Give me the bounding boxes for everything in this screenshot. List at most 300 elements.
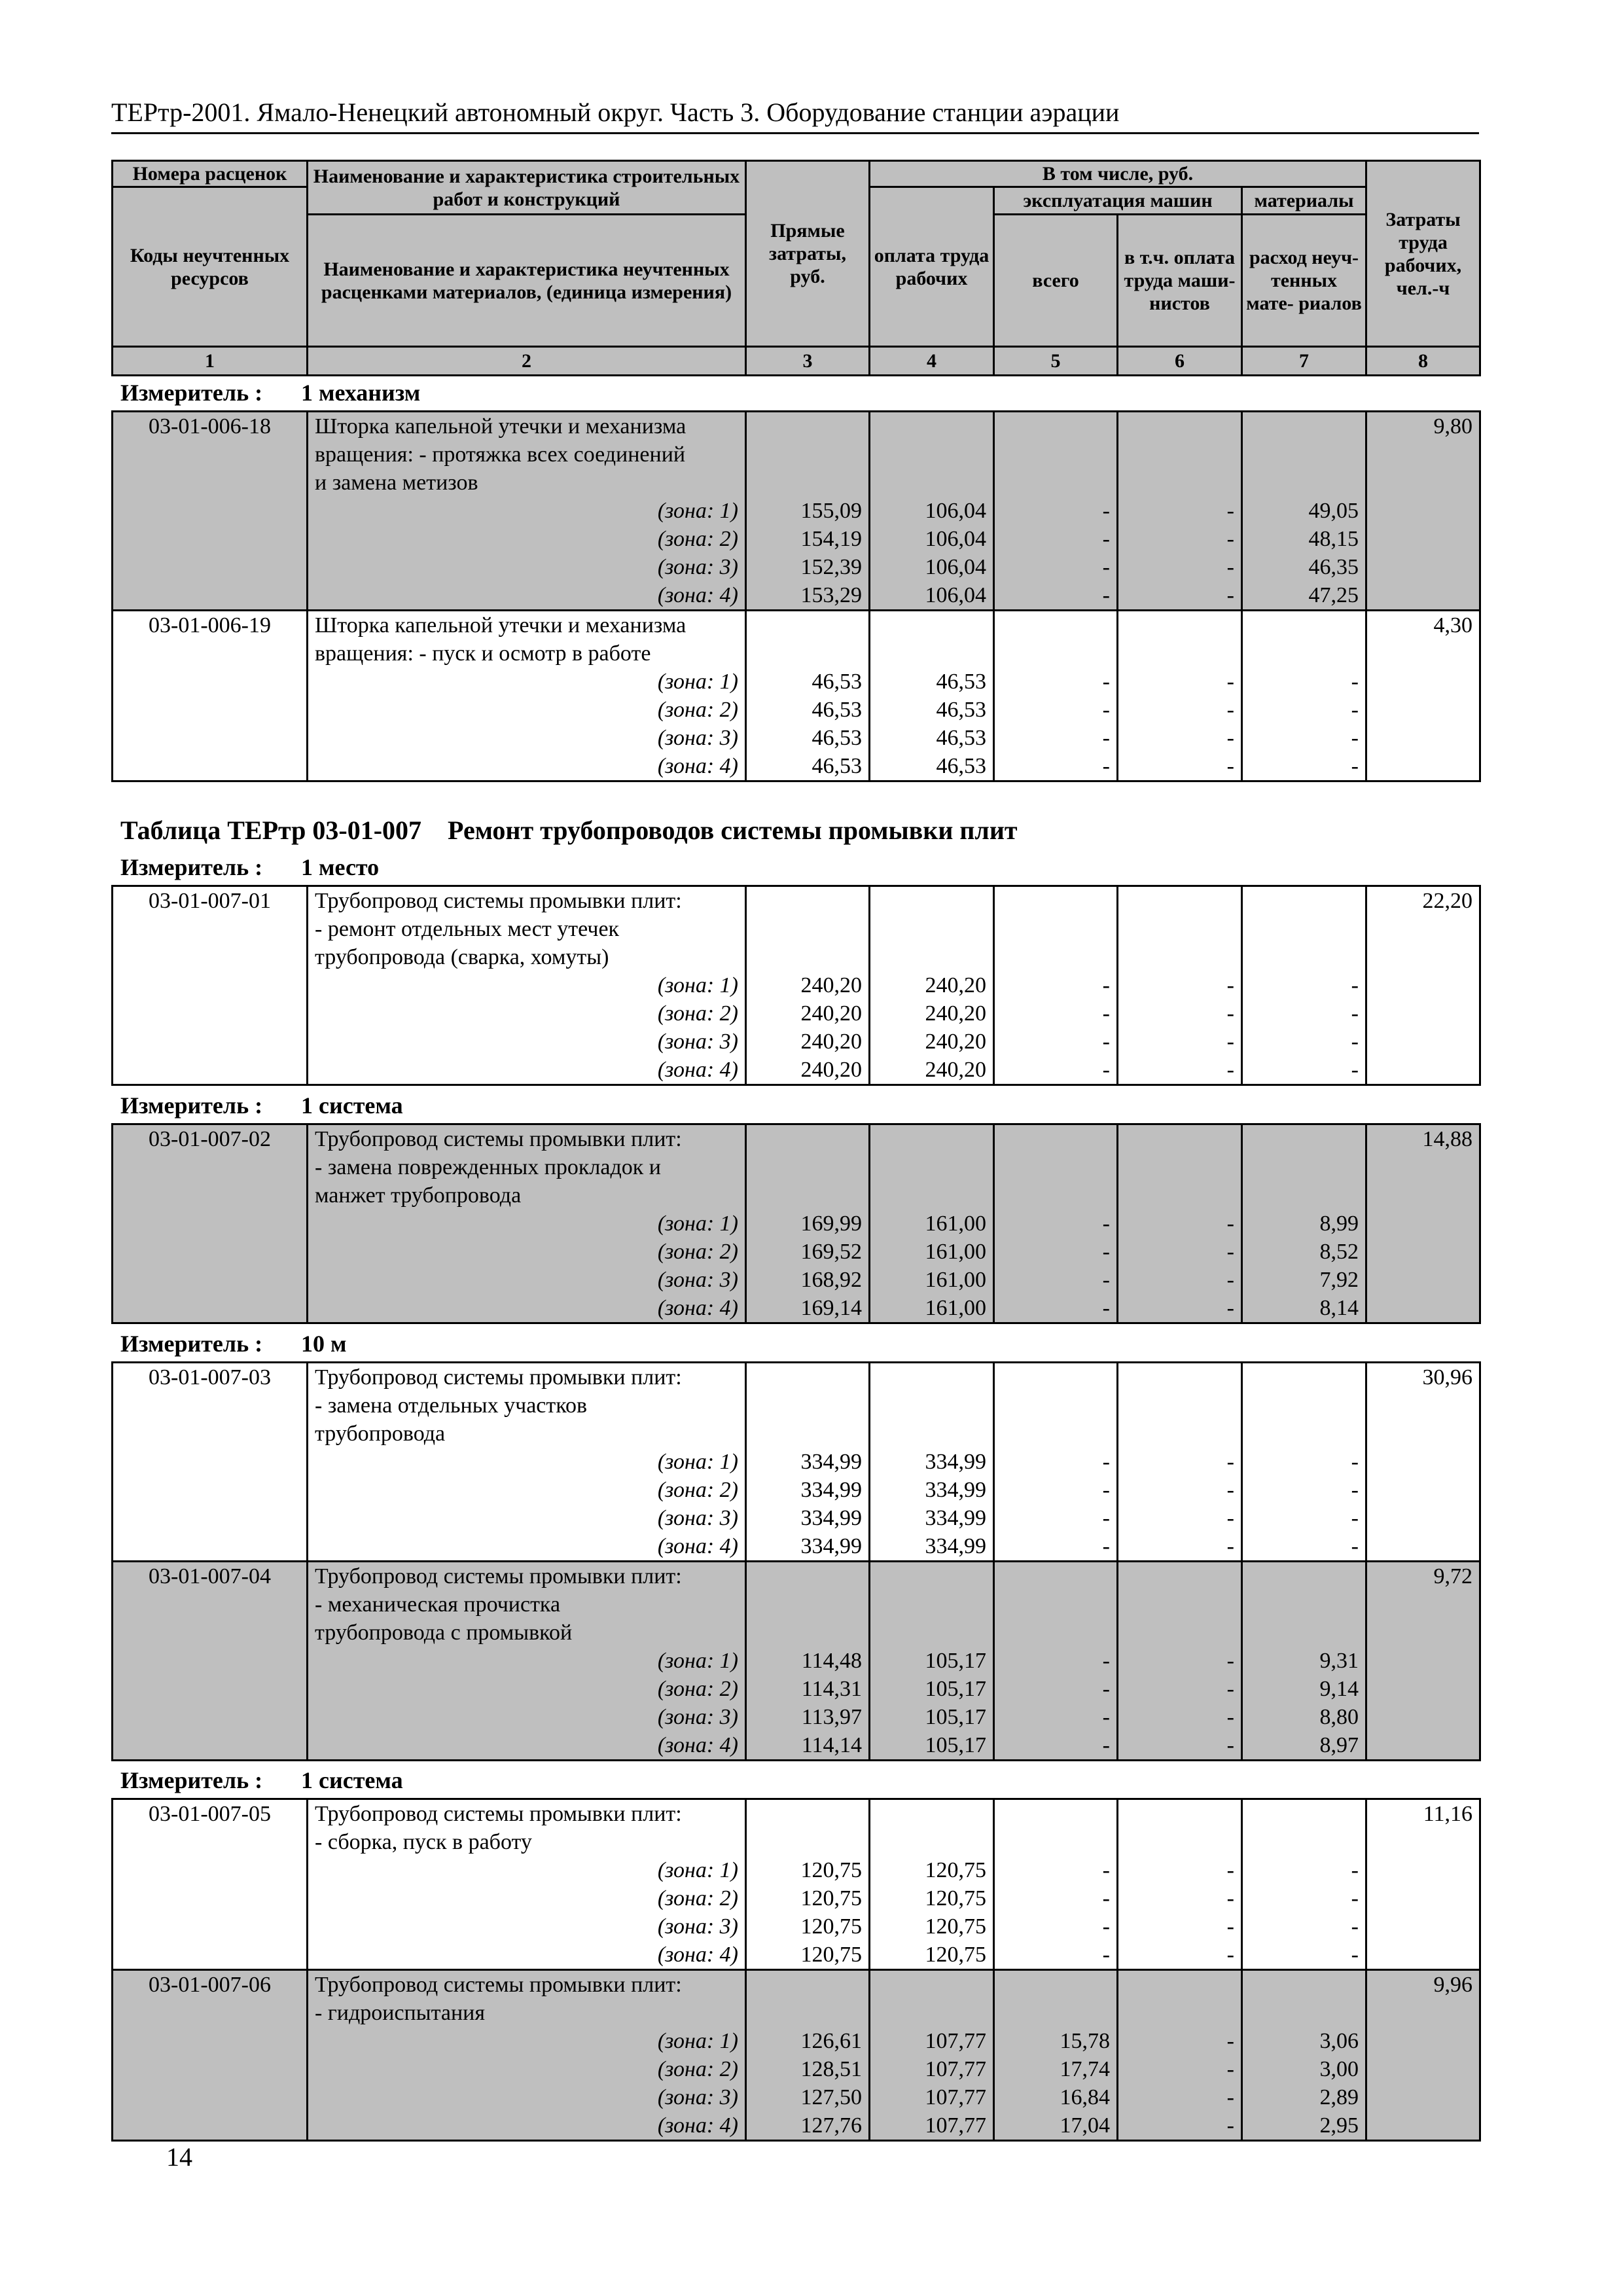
empty-cell [1118,1181,1242,1210]
empty-cell [1118,412,1242,441]
empty-cell [1366,1391,1480,1420]
materials-cost: 8,97 [1242,1731,1366,1761]
empty-cell [113,943,308,971]
zone-row [113,1731,1480,1761]
rate-name-line: трубопровода [308,1420,746,1448]
zone-row [113,581,1480,611]
machines-cost: - [994,1703,1118,1731]
rate-code: 03-01-006-18 [113,412,308,441]
empty-cell [1118,1562,1242,1591]
zone-label: (зона: 2) [308,999,746,1028]
zone-label: (зона: 2) [308,525,746,553]
empty-cell [1242,1619,1366,1647]
empty-cell [746,412,870,441]
zone-row [113,696,1480,724]
rate-name-line: - замена отдельных участков [308,1391,746,1420]
measure-line [120,854,380,880]
empty-cell [1242,1181,1366,1210]
zone-label: (зона: 4) [308,1532,746,1562]
wages-cost: 46,53 [870,724,994,752]
empty-cell [113,1828,308,1856]
direct-cost: 155,09 [746,497,870,525]
materials-cost: 49,05 [1242,497,1366,525]
empty-cell [1366,639,1480,668]
page-number: 14 [166,2142,192,2172]
machinists-wages: - [1118,497,1242,525]
direct-cost: 120,75 [746,1884,870,1912]
empty-cell [746,469,870,497]
machines-cost: - [994,1532,1118,1562]
materials-cost: 8,52 [1242,1238,1366,1266]
measure-line [120,1092,403,1119]
direct-cost: 168,92 [746,1266,870,1294]
direct-cost: 152,39 [746,553,870,581]
empty-cell [113,581,308,611]
empty-cell [113,752,308,781]
empty-cell [1242,1970,1366,2000]
col-wages: оплата труда рабочих [870,187,994,347]
wages-cost: 334,99 [870,1532,994,1562]
empty-cell [1242,412,1366,441]
zone-row [113,1476,1480,1504]
rate-name-line: вращения: - пуск и осмотр в работе [308,639,746,668]
empty-cell [870,943,994,971]
machines-cost: - [994,1238,1118,1266]
empty-cell [1366,1420,1480,1448]
direct-cost: 114,31 [746,1675,870,1703]
empty-cell [1118,886,1242,916]
rate-code: 03-01-007-03 [113,1363,308,1392]
table-title-code: Таблица ТЕРтр 03-01-007 [120,816,422,845]
empty-cell [1366,1856,1480,1884]
machinists-wages: - [1118,581,1242,611]
empty-cell [1366,1731,1480,1761]
empty-cell [1118,915,1242,943]
labor-cost: 22,20 [1366,886,1480,916]
zone-row [113,1647,1480,1675]
empty-cell [113,1210,308,1238]
direct-cost: 46,53 [746,724,870,752]
machines-cost: - [994,553,1118,581]
empty-cell [113,915,308,943]
measure-line [120,1331,347,1357]
zone-row [113,2111,1480,2141]
table-title-name: Ремонт трубопроводов системы промывки плит [448,816,1018,845]
machines-cost: 16,84 [994,2083,1118,2111]
zone-label: (зона: 4) [308,1941,746,1970]
direct-cost: 114,14 [746,1731,870,1761]
wages-cost: 240,20 [870,999,994,1028]
empty-cell [1118,1999,1242,2027]
empty-cell [113,1448,308,1476]
empty-cell [1366,752,1480,781]
empty-cell [113,1181,308,1210]
col-incl: В том числе, руб. [870,161,1366,187]
empty-cell [994,440,1118,469]
machinists-wages: - [1118,1675,1242,1703]
rate-desc-row [113,412,1480,441]
empty-cell [1118,1799,1242,1829]
measure-label: Измеритель : [120,1092,263,1119]
empty-cell [1366,1153,1480,1181]
empty-cell [1242,886,1366,916]
materials-cost: 3,06 [1242,2027,1366,2055]
empty-cell [1366,1590,1480,1619]
machines-cost: - [994,971,1118,999]
measure-label: Измеритель : [120,854,263,880]
empty-cell [1366,2027,1480,2055]
machinists-wages: - [1118,696,1242,724]
zone-label: (зона: 3) [308,1703,746,1731]
empty-cell [113,1647,308,1675]
rate-desc-row [113,469,1480,497]
empty-cell [870,611,994,640]
machines-cost: - [994,668,1118,696]
machines-cost: - [994,1941,1118,1970]
empty-cell [746,1590,870,1619]
direct-cost: 240,20 [746,999,870,1028]
zone-label: (зона: 4) [308,1294,746,1323]
empty-cell [746,915,870,943]
empty-cell [870,639,994,668]
empty-cell [1118,440,1242,469]
empty-cell [113,1153,308,1181]
direct-cost: 240,20 [746,1028,870,1056]
machinists-wages: - [1118,1210,1242,1238]
wages-cost: 107,77 [870,2083,994,2111]
rate-name-line: Трубопровод системы промывки плит: [308,886,746,916]
col-number: 2 [308,347,746,376]
machinists-wages: - [1118,1703,1242,1731]
empty-cell [1366,668,1480,696]
empty-cell [746,1619,870,1647]
empty-cell [113,2111,308,2141]
empty-cell [1366,1941,1480,1970]
col-materials-sub: расход неуч- тенных мате- риалов [1242,215,1366,347]
measure-line [120,380,421,406]
empty-cell [1366,1619,1480,1647]
zone-row [113,553,1480,581]
materials-cost: 2,95 [1242,2111,1366,2141]
wages-cost: 105,17 [870,1675,994,1703]
empty-cell [870,1363,994,1392]
empty-cell [113,668,308,696]
col-number: 3 [746,347,870,376]
empty-cell [1366,696,1480,724]
materials-cost: 8,99 [1242,1210,1366,1238]
col-machines: эксплуатация машин [994,187,1242,215]
zone-label: (зона: 3) [308,1504,746,1532]
wages-cost: 107,77 [870,2111,994,2141]
zone-row [113,1532,1480,1562]
empty-cell [994,886,1118,916]
zone-label: (зона: 4) [308,752,746,781]
empty-cell [1366,1028,1480,1056]
empty-cell [870,1181,994,1210]
empty-cell [1242,1153,1366,1181]
zone-label: (зона: 1) [308,668,746,696]
rate-desc-row [113,1999,1480,2027]
empty-cell [1366,724,1480,752]
zone-row [113,497,1480,525]
rate-name-line: Шторка капельной утечки и механизма [308,611,746,640]
empty-cell [1366,1675,1480,1703]
rate-name-line: и замена метизов [308,469,746,497]
machinists-wages: - [1118,1912,1242,1941]
col-direct: Прямые затраты, руб. [746,161,870,347]
zone-label: (зона: 3) [308,1912,746,1941]
empty-cell [994,915,1118,943]
machines-cost: - [994,497,1118,525]
zone-label: (зона: 4) [308,2111,746,2141]
zone-row [113,1266,1480,1294]
direct-cost: 334,99 [746,1532,870,1562]
rate-desc-row [113,1562,1480,1591]
empty-cell [1242,469,1366,497]
machinists-wages: - [1118,1504,1242,1532]
wages-cost: 46,53 [870,668,994,696]
zone-row [113,2083,1480,2111]
empty-cell [746,1363,870,1392]
zone-row [113,525,1480,553]
machinists-wages: - [1118,525,1242,553]
machinists-wages: - [1118,971,1242,999]
rate-name-line: Трубопровод системы промывки плит: [308,1799,746,1829]
empty-cell [746,1799,870,1829]
empty-cell [994,639,1118,668]
rate-name-line: - механическая прочистка [308,1590,746,1619]
rate-desc-row [113,1153,1480,1181]
empty-cell [870,1124,994,1154]
empty-cell [994,1828,1118,1856]
rate-code: 03-01-007-06 [113,1970,308,2000]
rate-name-line: - замена поврежденных прокладок и [308,1153,746,1181]
empty-cell [113,1999,308,2027]
materials-cost: 47,25 [1242,581,1366,611]
measure-label: Измеритель : [120,1331,263,1357]
labor-cost: 9,80 [1366,412,1480,441]
measure-value: 1 система [301,1767,403,1793]
wages-cost: 106,04 [870,553,994,581]
machines-cost: - [994,1912,1118,1941]
empty-cell [113,1912,308,1941]
direct-cost: 120,75 [746,1912,870,1941]
empty-cell [746,1181,870,1210]
empty-cell [1366,2055,1480,2083]
machinists-wages: - [1118,1448,1242,1476]
empty-cell [994,1590,1118,1619]
direct-cost: 127,76 [746,2111,870,2141]
zone-label: (зона: 2) [308,2055,746,2083]
empty-cell [1366,1703,1480,1731]
empty-cell [1242,440,1366,469]
empty-cell [994,1181,1118,1210]
empty-cell [870,469,994,497]
machines-cost: 17,74 [994,2055,1118,2083]
empty-cell [1242,1590,1366,1619]
machinists-wages: - [1118,1532,1242,1562]
empty-cell [870,915,994,943]
zone-row [113,1504,1480,1532]
zone-label: (зона: 3) [308,724,746,752]
machines-cost: 15,78 [994,2027,1118,2055]
empty-cell [1366,2111,1480,2141]
empty-cell [113,1856,308,1884]
direct-cost: 46,53 [746,696,870,724]
zone-label: (зона: 3) [308,553,746,581]
empty-cell [1366,1210,1480,1238]
materials-cost: 8,14 [1242,1294,1366,1323]
materials-cost: - [1242,999,1366,1028]
rate-code: 03-01-007-05 [113,1799,308,1829]
empty-cell [1242,943,1366,971]
zone-row [113,1028,1480,1056]
machines-cost: - [994,1210,1118,1238]
empty-cell [1118,1124,1242,1154]
rate-desc-row [113,943,1480,971]
empty-cell [1118,1828,1242,1856]
empty-cell [113,1238,308,1266]
empty-cell [994,1799,1118,1829]
empty-cell [1366,1266,1480,1294]
empty-cell [870,1828,994,1856]
empty-cell [1242,611,1366,640]
materials-cost: - [1242,1856,1366,1884]
column-header-table [111,160,1481,376]
empty-cell [870,1999,994,2027]
materials-cost: - [1242,1448,1366,1476]
machinists-wages: - [1118,999,1242,1028]
col-materials: материалы [1242,187,1366,215]
empty-cell [870,1799,994,1829]
col-number: 4 [870,347,994,376]
machinists-wages: - [1118,724,1242,752]
rate-desc-row [113,1363,1480,1392]
wages-cost: 46,53 [870,752,994,781]
empty-cell [113,525,308,553]
zone-label: (зона: 1) [308,1856,746,1884]
rate-code: 03-01-007-02 [113,1124,308,1154]
empty-cell [870,1391,994,1420]
direct-cost: 334,99 [746,1448,870,1476]
direct-cost: 240,20 [746,1056,870,1085]
zone-row [113,999,1480,1028]
col-code-top: Номера расценок [113,161,308,187]
zone-label: (зона: 1) [308,1647,746,1675]
direct-cost: 169,99 [746,1210,870,1238]
empty-cell [1242,1828,1366,1856]
direct-cost: 114,48 [746,1647,870,1675]
rate-table [111,885,1481,1086]
machinists-wages: - [1118,1238,1242,1266]
rate-desc-row [113,886,1480,916]
empty-cell [1366,999,1480,1028]
empty-cell [113,1294,308,1323]
wages-cost: 161,00 [870,1294,994,1323]
zone-row [113,1884,1480,1912]
machinists-wages: - [1118,2083,1242,2111]
wages-cost: 46,53 [870,696,994,724]
empty-cell [1366,1056,1480,1085]
empty-cell [1366,1884,1480,1912]
empty-cell [994,1970,1118,2000]
rate-desc-row [113,1828,1480,1856]
col-number: 8 [1366,347,1480,376]
empty-cell [746,440,870,469]
empty-cell [994,412,1118,441]
rate-table [111,1361,1481,1761]
zone-label: (зона: 4) [308,1056,746,1085]
empty-cell [113,2083,308,2111]
direct-cost: 46,53 [746,752,870,781]
empty-cell [113,553,308,581]
empty-cell [113,1675,308,1703]
zone-label: (зона: 1) [308,971,746,999]
empty-cell [1242,639,1366,668]
rate-name-line: - ремонт отдельных мест утечек [308,915,746,943]
machinists-wages: - [1118,1941,1242,1970]
measure-value: 1 механизм [301,380,421,406]
measure-value: 10 м [301,1331,347,1357]
labor-cost: 30,96 [1366,1363,1480,1392]
empty-cell [1366,915,1480,943]
labor-cost: 14,88 [1366,1124,1480,1154]
machines-cost: - [994,1856,1118,1884]
zone-label: (зона: 3) [308,1028,746,1056]
materials-cost: - [1242,1028,1366,1056]
empty-cell [994,1562,1118,1591]
machines-cost: - [994,1647,1118,1675]
empty-cell [746,1153,870,1181]
zone-row [113,1941,1480,1970]
rate-desc-row [113,1124,1480,1154]
zone-label: (зона: 3) [308,2083,746,2111]
empty-cell [1242,1999,1366,2027]
empty-cell [1366,497,1480,525]
wages-cost: 334,99 [870,1476,994,1504]
empty-cell [1118,1363,1242,1392]
rate-table [111,1798,1481,2142]
zone-label: (зона: 2) [308,1476,746,1504]
direct-cost: 128,51 [746,2055,870,2083]
empty-cell [994,469,1118,497]
labor-cost: 9,96 [1366,1970,1480,2000]
rate-name-line: Трубопровод системы промывки плит: [308,1363,746,1392]
empty-cell [870,886,994,916]
empty-cell [1366,525,1480,553]
wages-cost: 161,00 [870,1266,994,1294]
empty-cell [870,1420,994,1448]
rate-desc-row [113,1799,1480,1829]
empty-cell [994,1124,1118,1154]
page-header: ТЕРтр-2001. Ямало-Ненецкий автономный округ. Часть 3. Оборудование станции аэрации [111,96,1479,134]
empty-cell [746,1970,870,2000]
empty-cell [994,1153,1118,1181]
zone-label: (зона: 4) [308,1731,746,1761]
machines-cost: - [994,752,1118,781]
zone-row [113,1675,1480,1703]
rate-name-line: - гидроиспытания [308,1999,746,2027]
empty-cell [1118,1590,1242,1619]
col-machines-total: всего [994,215,1118,347]
machinists-wages: - [1118,668,1242,696]
materials-cost: 9,14 [1242,1675,1366,1703]
direct-cost: 169,14 [746,1294,870,1323]
materials-cost: 48,15 [1242,525,1366,553]
direct-cost: 120,75 [746,1941,870,1970]
zone-row [113,752,1480,781]
direct-cost: 113,97 [746,1703,870,1731]
